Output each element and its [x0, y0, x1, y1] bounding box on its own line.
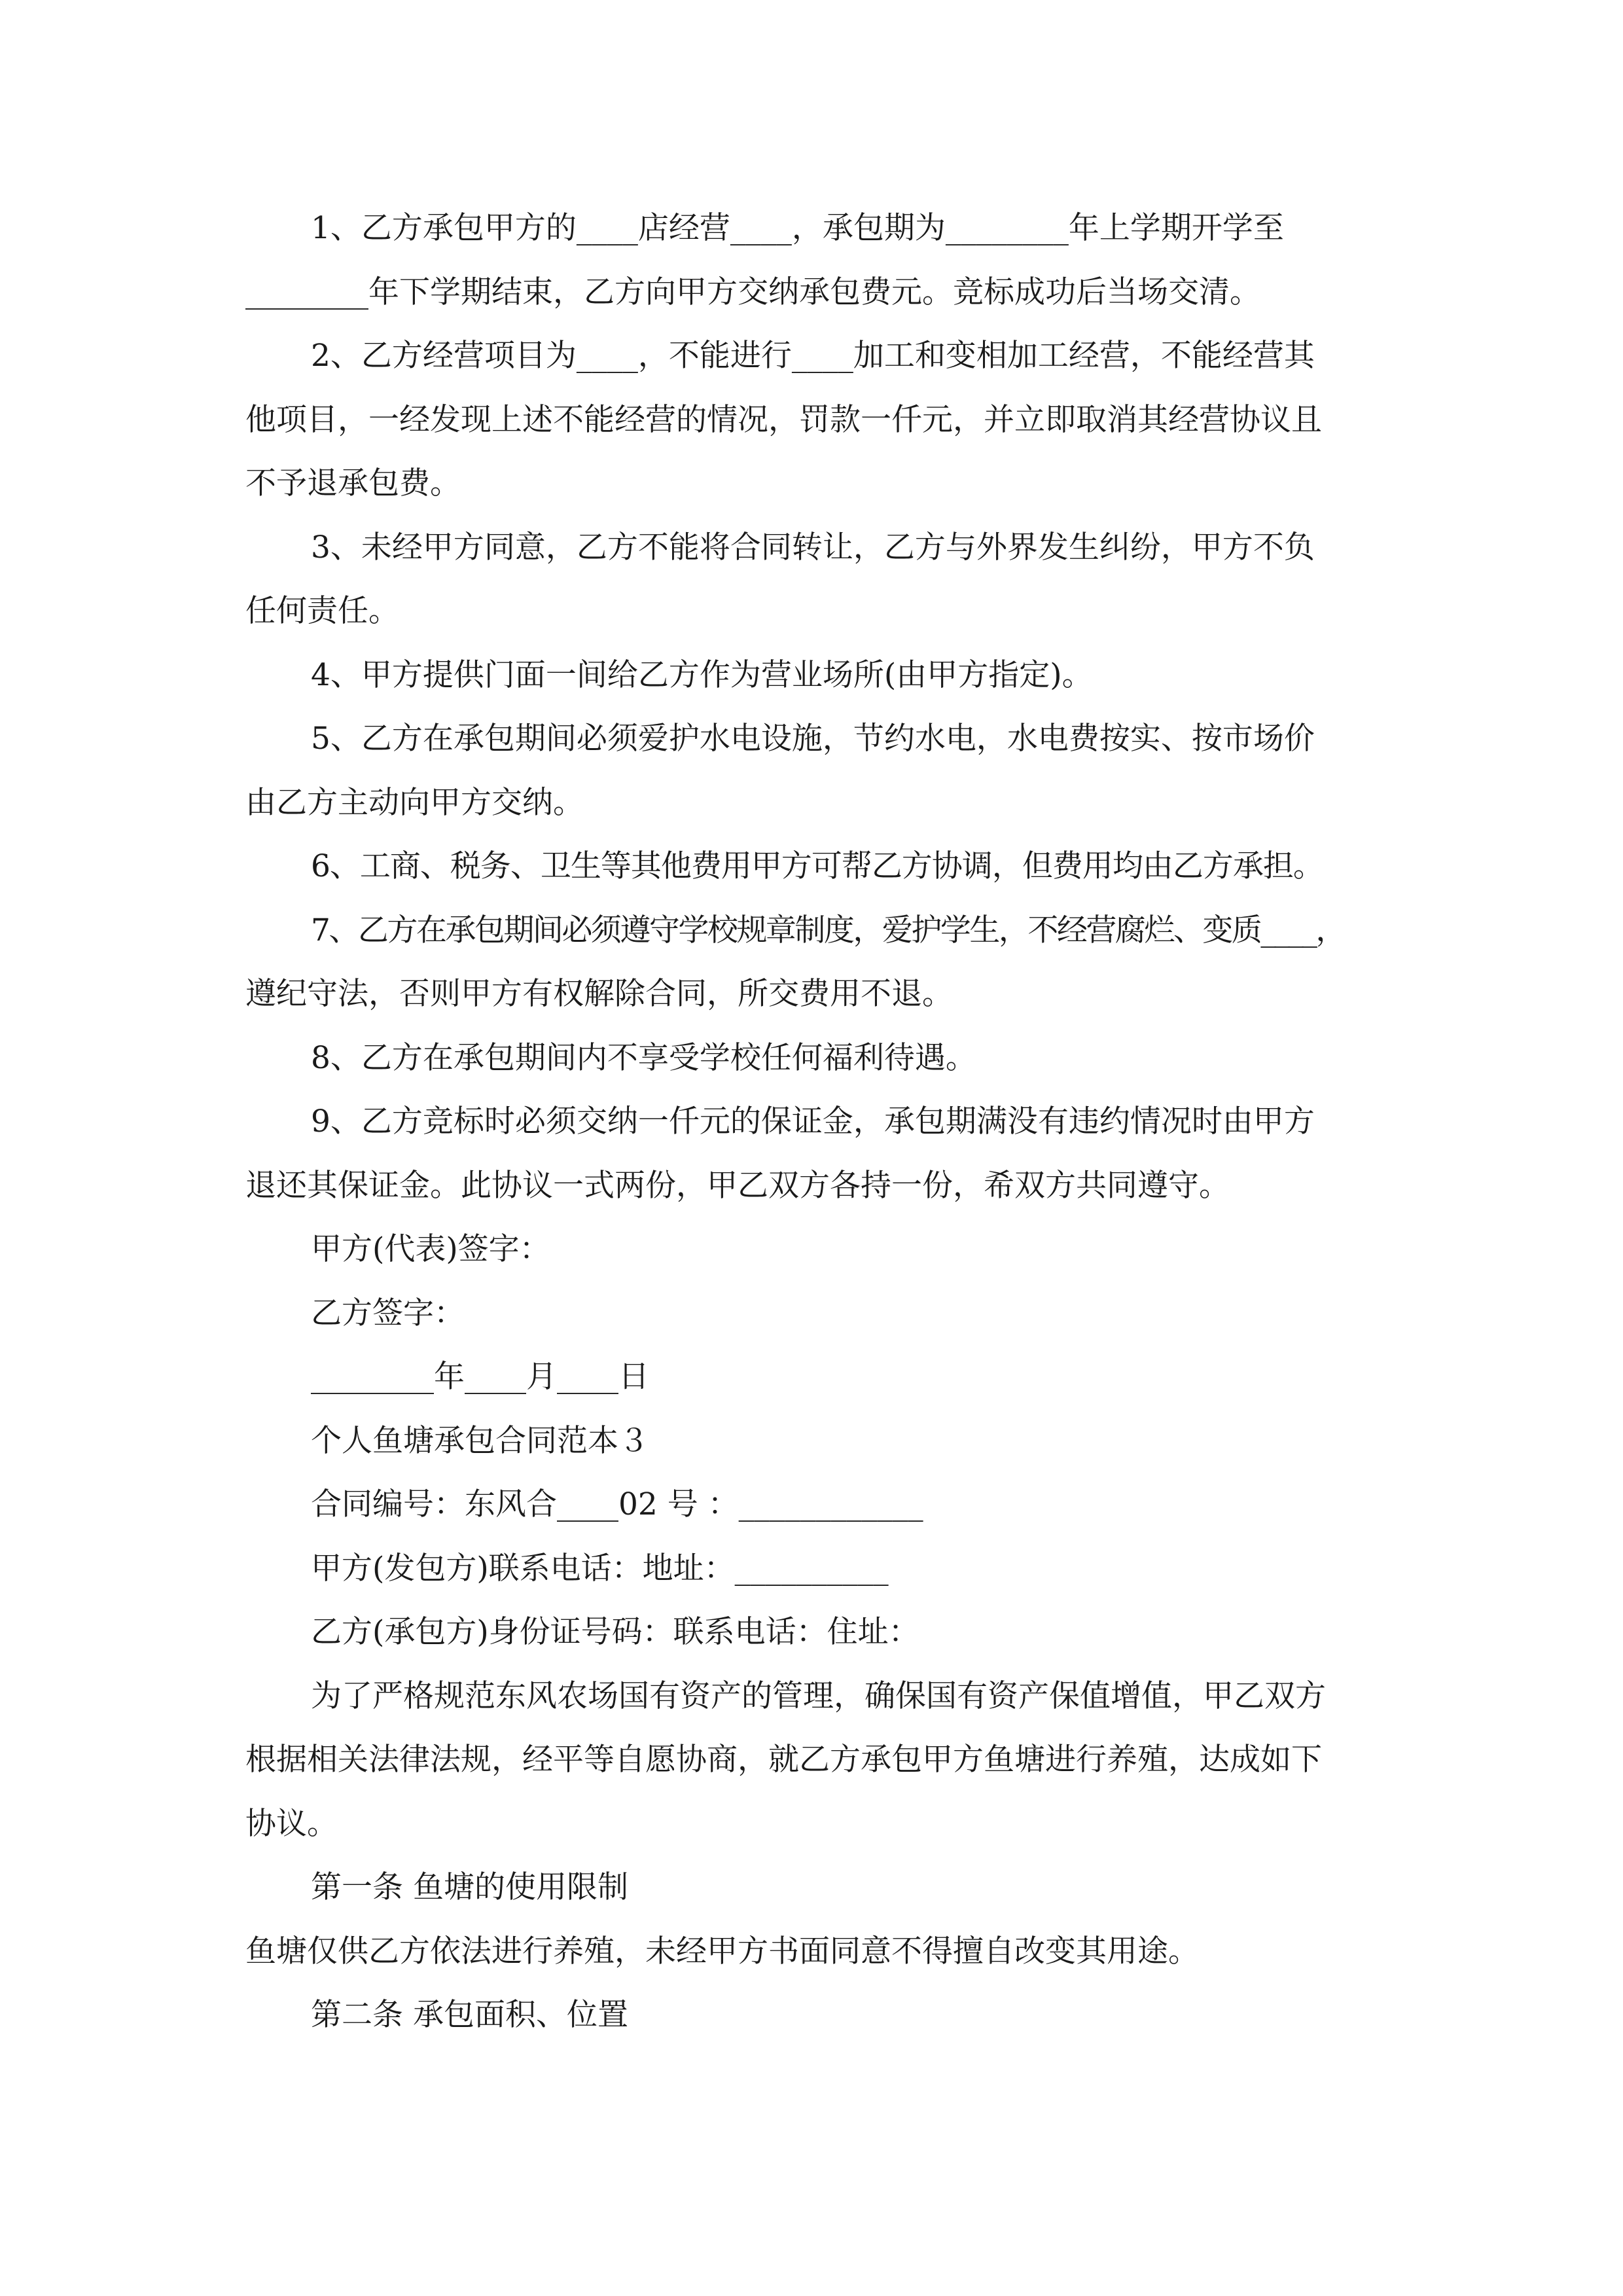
clause-1-line-2: ________年下学期结束，乙方向甲方交纳承包费元。竞标成功后当场交清。 [245, 274, 1260, 310]
signature-date: ________年____月____日 [311, 1359, 649, 1395]
clause-2-line-2: 他项目，一经发现上述不能经营的情况，罚款一仟元，并立即取消其经营协议且 [245, 401, 1322, 438]
clause-9-line-2: 退还其保证金。此协议一式两份，甲乙双方各持一份，希双方共同遵守。 [245, 1167, 1230, 1204]
clause-3-line-1: 3、未经甲方同意，乙方不能将合同转让，乙方与外界发生纠纷，甲方不负 [311, 529, 1315, 565]
clause-3-line-2: 任何责任。 [245, 593, 399, 629]
clause-2-line-1: 2、乙方经营项目为____，不能进行____加工和变相加工经营，不能经营其 [311, 338, 1315, 374]
clause-5-line-2: 由乙方主动向甲方交纳。 [245, 784, 584, 821]
clause-5-line-1: 5、乙方在承包期间必须爱护水电设施，节约水电，水电费按实、按市场价 [311, 721, 1315, 757]
intro-line-2: 根据相关法律法规，经平等自愿协商，就乙方承包甲方鱼塘进行养殖，达成如下 [245, 1742, 1322, 1778]
intro-line-1: 为了严格规范东风农场国有资产的管理，确保国有资产保值增值，甲乙双方 [311, 1677, 1326, 1714]
signature-party-b: 乙方签字： [311, 1295, 465, 1331]
intro-line-3: 协议。 [245, 1805, 338, 1842]
article-2-title: 第二条 承包面积、位置 [311, 1997, 628, 2033]
party-b-info: 乙方(承包方)身份证号码：联系电话：住址： [311, 1614, 919, 1650]
clause-9-line-1: 9、乙方竞标时必须交纳一仟元的保证金，承包期满没有违约情况时由甲方 [311, 1103, 1315, 1139]
signature-party-a: 甲方(代表)签字： [311, 1231, 550, 1267]
contract-number: 合同编号：东风合____02 号 ：____________ [311, 1486, 923, 1522]
clause-8: 8、乙方在承包期间内不享受学校任何福利待遇。 [311, 1039, 976, 1076]
party-a-info: 甲方(发包方)联系电话：地址：__________ [311, 1550, 889, 1587]
clause-4: 4、甲方提供门面一间给乙方作为营业场所(由甲方指定)。 [311, 656, 1093, 693]
clause-7-line-1: 7、乙方在承包期间必须遵守学校规章制度，爱护学生，不经营腐烂、变质____， [311, 912, 1345, 948]
clause-1-line-1: 1、乙方承包甲方的____店经营____，承包期为________年上学期开学至 [311, 210, 1284, 246]
clause-7-line-2: 遵纪守法，否则甲方有权解除合同，所交费用不退。 [245, 976, 953, 1012]
clause-2-line-3: 不予退承包费。 [245, 465, 461, 501]
clause-6: 6、工商、税务、卫生等其他费用甲方可帮乙方协调，但费用均由乙方承担。 [311, 848, 1323, 884]
article-1-body: 鱼塘仅供乙方依法进行养殖，未经甲方书面同意不得擅自改变其用途。 [245, 1933, 1199, 1969]
article-1-title: 第一条 鱼塘的使用限制 [311, 1869, 628, 1905]
section-title: 个人鱼塘承包合同范本３ [311, 1422, 649, 1459]
document-body [245, 196, 1381, 2047]
